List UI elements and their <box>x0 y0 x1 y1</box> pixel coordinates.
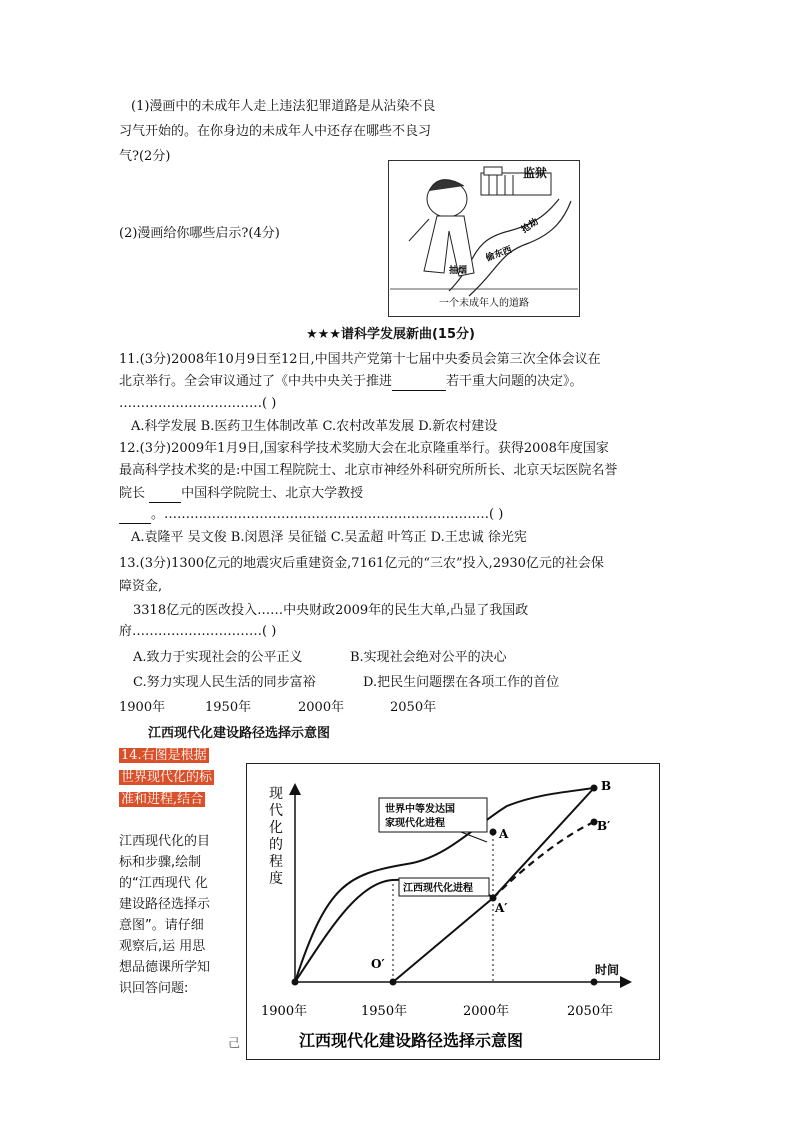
q11-line2-a: 北京举行。全会审议通过了《中共中央关于推进 <box>119 374 393 389</box>
year-2000: 2000年 <box>298 700 345 715</box>
y-axis-label <box>269 786 283 887</box>
y-axis-label-char: 化 <box>269 820 283 836</box>
cartoon-caption: 一个未成年人的道路 <box>439 298 529 309</box>
prison-label: 监狱 <box>523 166 548 180</box>
q14-hl-line-3 <box>119 792 205 808</box>
path-word-smoke: 抽烟 <box>449 266 468 276</box>
chart-container <box>246 763 660 1060</box>
q13-option-b: B.实现社会绝对公平的决心 <box>350 650 507 665</box>
y-axis-label-char: 的 <box>269 837 283 853</box>
q1-line2: 习气开始的。在你身边的未成年人中还存在哪些不良习 <box>119 124 432 139</box>
annotation-world-line2: 家现代化进程 <box>385 818 445 829</box>
point-a <box>490 829 497 836</box>
q13-option-c: C.努力实现人民生活的同步富裕 <box>133 675 316 690</box>
q12-blank-1 <box>149 486 181 503</box>
q13-line3: 3318亿元的医改投入……中央财政2009年的民生大单,凸显了我国政 <box>133 603 529 618</box>
q14-hl-text-3: 准和进程,结合 <box>121 792 204 807</box>
q14-hl-text-2: 世界现代化的标 <box>121 770 213 785</box>
q12-options: A.袁隆平 吴文俊 B.闵恩泽 吴征镒 C.吴孟超 叶笃正 D.王忠诚 徐光宪 <box>131 530 527 545</box>
q12-line3-b: 中国科学院院士、北京大学教授 <box>181 486 364 501</box>
y-axis-label-char: 现 <box>269 786 283 802</box>
chart-svg <box>247 764 659 1059</box>
q11-options: A.科学发展 B.医药卫生体制改革 C.农村改革发展 D.新农村建设 <box>131 419 498 434</box>
y-axis-label-char: 代 <box>269 803 283 819</box>
label-b: B <box>601 779 612 793</box>
x-tick-1950: 1950年 <box>361 1004 408 1019</box>
q14-body-2: 标和步骤,绘制 <box>119 855 202 870</box>
series-o-prime-line <box>393 898 493 982</box>
q12-line3 <box>119 486 363 503</box>
year-1900: 1900年 <box>119 700 166 715</box>
year-1950: 1950年 <box>205 700 252 715</box>
label-o-prime: O′ <box>371 957 385 971</box>
q11-line2-b: 若干重大问题的决定》。 <box>446 374 583 389</box>
x-tick-2000: 2000年 <box>463 1004 510 1019</box>
q1-line1: (1)漫画中的未成年人走上违法犯罪道路是从沾染不良 <box>131 99 436 114</box>
q12-line3-a: 院长 <box>119 486 150 501</box>
q13-line4: 府…………………………( ) <box>119 624 277 639</box>
q11-line1: 11.(3分)2008年10月9日至12日,中国共产党第十七届中央委员会第三次全体会议在 <box>119 352 601 367</box>
q11-line3: ……………………………( ) <box>119 396 277 411</box>
x-axis-label: 时间 <box>595 963 620 977</box>
q14-body-3: 的“江西现代 化 <box>119 876 208 891</box>
x-tick-2050: 2050年 <box>567 1004 614 1019</box>
q14-body-6: 观察后,运 用思 <box>119 939 206 954</box>
chart-heading: 江西现代化建设路径选择示意图 <box>148 726 331 741</box>
q11-line2 <box>119 374 583 391</box>
q13-option-d: D.把民生问题摆在各项工作的首位 <box>363 675 560 690</box>
point-b <box>591 785 598 792</box>
section-title: ★★★谱科学发展新曲(15分) <box>306 327 475 342</box>
q14-body-7: 想品德课所学知 <box>119 960 211 975</box>
annotation-jiangxi: 江西现代化进程 <box>403 883 473 894</box>
q14-body-5: 意图”。请仔细 <box>119 918 204 933</box>
y-axis-label-char: 程 <box>269 854 283 870</box>
point-end <box>591 979 598 986</box>
q14-body-8: 识回答问题: <box>119 981 189 996</box>
x-tick-1900: 1900年 <box>261 1004 308 1019</box>
y-axis-label-char: 度 <box>269 871 283 887</box>
q14-hl-line-2 <box>119 770 214 786</box>
q14-body-1: 江西现代化的目 <box>119 834 211 849</box>
q14-hl-text-1: 14.右图是根据 <box>121 748 207 763</box>
q1-line3: 气?(2分) <box>119 149 171 164</box>
q12-line1: 12.(3分)2009年1月9日,国家科学技术奖励大会在北京隆重举行。获得2008年度国家 <box>119 441 609 456</box>
teen-figure-icon <box>409 180 474 276</box>
q13-line1: 13.(3分)1300亿元的地震灾后重建资金,7161亿元的“三农”投入,2930亿元的社会保 <box>119 556 604 571</box>
label-b-prime: B′ <box>597 819 611 833</box>
q12-line4 <box>119 507 503 524</box>
path-word-rob: 抢劫 <box>519 216 541 236</box>
q11-blank <box>392 374 446 391</box>
q13-option-a: A.致力于实现社会的公平正义 <box>133 650 303 665</box>
chart-title: 江西现代化建设路径选择示意图 <box>299 1031 524 1050</box>
label-a: A <box>499 827 509 841</box>
cartoon-figure <box>388 160 580 317</box>
point-origin <box>292 979 299 986</box>
q14-body-4: 建设路径选择示 <box>119 897 211 912</box>
point-o-prime <box>390 979 397 986</box>
annotation-world-line1: 世界中等发达国 <box>385 804 455 815</box>
stray-mark: 己 <box>228 1036 241 1050</box>
q14-hl-line-1 <box>119 748 209 764</box>
year-2050: 2050年 <box>390 700 437 715</box>
q13-line2: 障资金, <box>119 579 163 594</box>
q12-blank-2 <box>119 507 151 524</box>
q12-line2: 最高科学技术奖的是:中国工程院院士、北京市神经外科研究所所长、北京天坛医院名誉 <box>119 463 618 478</box>
q2-line: (2)漫画给你哪些启示?(4分) <box>119 226 280 241</box>
label-a-prime: A′ <box>495 901 508 915</box>
q12-line4-b: 。…………………………………………………………………( ) <box>151 507 504 522</box>
path-word-steal: 偷东西 <box>484 245 514 264</box>
